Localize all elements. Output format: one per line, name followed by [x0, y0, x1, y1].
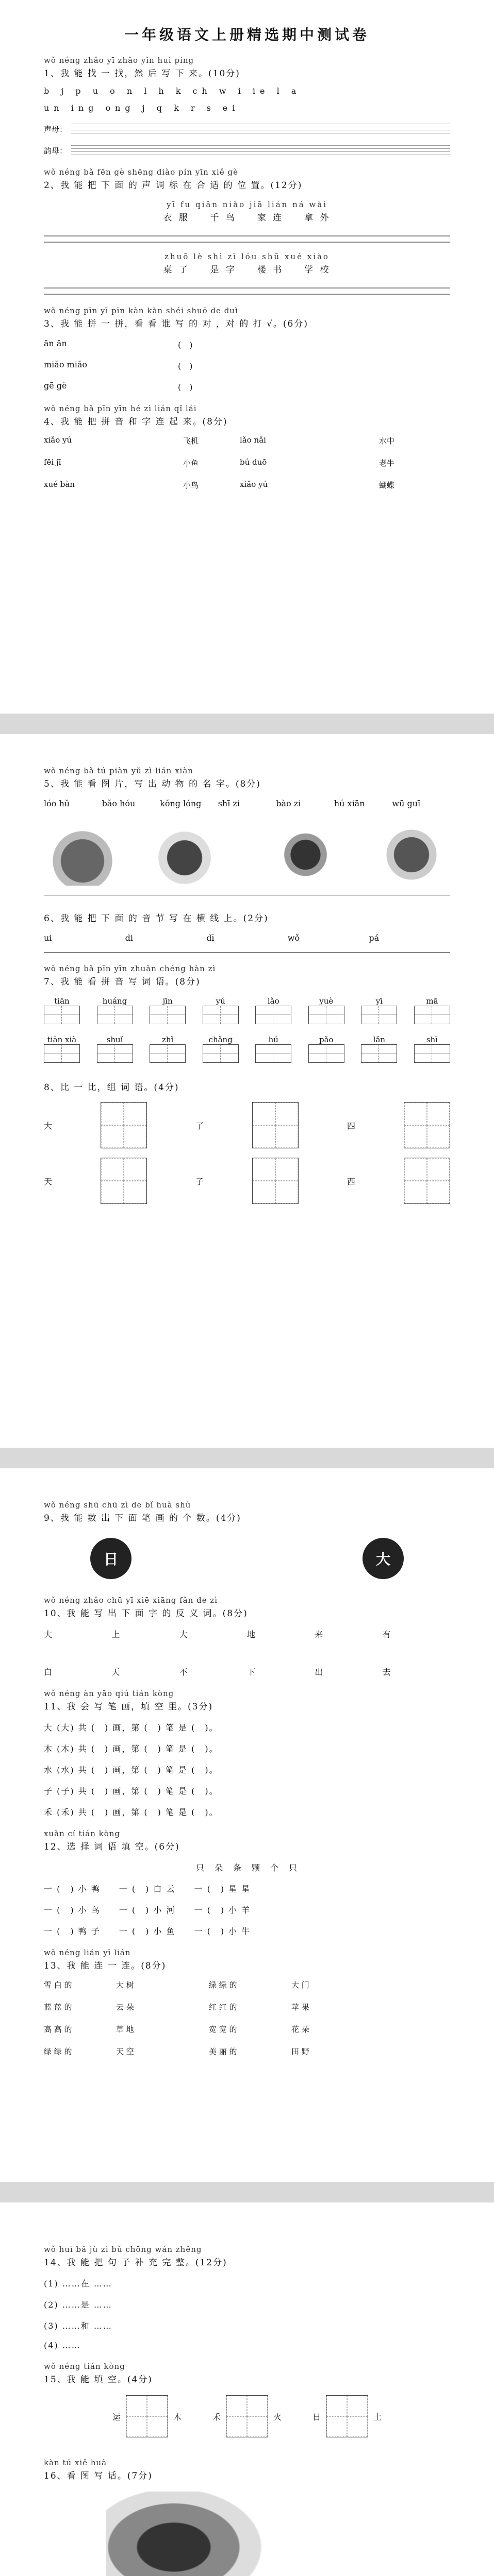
- q4-right-py[interactable]: lǎo nǎi: [240, 435, 266, 445]
- q3-item: [44, 360, 450, 371]
- q14-text: 14、我 能 把 句 子 补 充 完 整。(12分): [44, 2258, 227, 2268]
- picture-illustration: [106, 2492, 276, 2576]
- q2-row1-chars: 衣 服 千 鸟 家 连 拿 外: [163, 213, 331, 223]
- tian-grid[interactable]: [308, 1006, 344, 1024]
- q7-cell: [203, 996, 239, 1026]
- q10-char: 有: [382, 1630, 391, 1639]
- q15-char: 运: [112, 2412, 121, 2422]
- q7-pinyin-label: lǎo: [267, 996, 279, 1006]
- q8-char: 天: [44, 1176, 53, 1187]
- q13-item[interactable]: 苹 果: [291, 2003, 309, 2012]
- exam-page-3: [0, 1468, 494, 2182]
- q7-pinyin-label: yú: [216, 996, 225, 1006]
- tian-grid[interactable]: [203, 1044, 239, 1063]
- writing-grid[interactable]: [404, 1158, 450, 1204]
- exam-page-1: [0, 0, 494, 714]
- q7-pinyin-label: shuǐ: [106, 1035, 123, 1044]
- q13-item[interactable]: 蓝 蓝 的: [44, 2003, 72, 2012]
- q7-row1: [44, 996, 450, 1026]
- writing-lines[interactable]: [71, 143, 450, 156]
- q13-item[interactable]: 天 空: [116, 2047, 134, 2056]
- q5-word: bǎo hóu: [102, 799, 136, 808]
- q13-item[interactable]: 大 门: [291, 1980, 309, 1990]
- q3-item-box[interactable]: ( ): [178, 382, 193, 392]
- q2-row1-pinyin: yī fu qiān niǎo jiā lián ná wài: [166, 200, 328, 209]
- q7-cell: [150, 996, 186, 1026]
- q4-left[interactable]: fēi jī: [44, 457, 61, 467]
- q10-char: 不: [179, 1667, 188, 1677]
- q7-pinyin-label: pǎo: [319, 1035, 334, 1044]
- writing-lines[interactable]: [71, 121, 450, 134]
- q11-line[interactable]: 水 (水) 共 ( ) 画，第 ( ) 笔 是 ( )。: [44, 1765, 219, 1775]
- q8-row2: [44, 1158, 450, 1204]
- q3-item-box[interactable]: ( ): [178, 361, 193, 371]
- q10-char: 大: [179, 1630, 188, 1639]
- q3-item: [44, 338, 450, 350]
- q1-pinyin: wǒ néng zhǎo yī zhǎo yǐn huì píng: [44, 56, 194, 65]
- writing-grid[interactable]: [252, 1102, 299, 1148]
- writing-grid[interactable]: [326, 2395, 368, 2437]
- q3-pinyin: wǒ néng pīn yī pīn kàn kàn shéi shuō de duì: [44, 306, 238, 315]
- q15-pinyin: wǒ néng tián kòng: [44, 2362, 125, 2371]
- q11-line[interactable]: 大 (大) 共 ( ) 画，第 ( ) 笔 是 ( )。: [44, 1723, 219, 1733]
- q10-char: 来: [315, 1630, 323, 1639]
- tian-grid[interactable]: [255, 1006, 291, 1024]
- q7-pinyin-label: tiān xià: [47, 1035, 77, 1044]
- rock-picture: [44, 824, 121, 886]
- q5-pinyin: wǒ néng bǎ tú piàn yǔ zì lián xiàn: [44, 766, 193, 775]
- q7-cell: [255, 996, 291, 1026]
- tian-grid[interactable]: [44, 1006, 80, 1024]
- q12-pinyin: xuǎn cí tián kòng: [44, 1829, 121, 1838]
- writing-grid[interactable]: [226, 2395, 268, 2437]
- q2-text: 2、我 能 把 下 面 的 声 调 标 在 合 适 的 位 置。(12分): [44, 180, 303, 191]
- q5-pictures: [44, 824, 450, 886]
- q13-item[interactable]: 宽 宽 的: [209, 2025, 237, 2034]
- q11-line[interactable]: 禾 (禾) 共 ( ) 画，第 ( ) 笔 是 ( )。: [44, 1807, 219, 1817]
- tian-grid[interactable]: [308, 1044, 344, 1063]
- q7-cell: [150, 1035, 186, 1064]
- q13-item[interactable]: 雪 白 的: [44, 1980, 72, 1990]
- tian-grid[interactable]: [255, 1044, 291, 1063]
- writing-grid[interactable]: [101, 1158, 147, 1204]
- q10-char: 出: [315, 1667, 323, 1677]
- answer-line[interactable]: [44, 952, 450, 953]
- q4-mid[interactable]: 小鸟: [183, 481, 199, 490]
- q9-suns: [44, 1533, 450, 1584]
- q5-words: [44, 799, 450, 808]
- q14-line[interactable]: (3) ……和 ……: [44, 2321, 112, 2331]
- q3-item-pinyin: ān ān: [44, 338, 67, 348]
- q13-text: 13、我 能 连 一 连。(8分): [44, 1961, 167, 1971]
- q7-cell: [97, 996, 133, 1026]
- q4-mid[interactable]: 飞机: [183, 436, 199, 446]
- q9-pinyin: wǒ néng shū chū zì de bǐ huà shù: [44, 1500, 191, 1510]
- writing-grid[interactable]: [101, 1102, 147, 1148]
- writing-grid[interactable]: [126, 2395, 168, 2437]
- tiger-picture: [373, 824, 450, 886]
- q7-cell: [203, 1035, 239, 1064]
- q13-item[interactable]: 云 朵: [116, 2003, 134, 2012]
- q3-item: [44, 381, 450, 393]
- q13-item[interactable]: 花 朵: [291, 2025, 309, 2034]
- q12-line[interactable]: 一 ( ) 小 鸟 一 ( ) 小 河 一 ( ) 小 羊: [44, 1905, 251, 1915]
- sun-picture: 日: [90, 1538, 131, 1579]
- q13-pinyin: wǒ néng lián yī lián: [44, 1948, 131, 1957]
- q3-item-pinyin: miǎo miǎo: [44, 360, 88, 369]
- q15-puzzle: [112, 2395, 182, 2437]
- q12-line[interactable]: 一 ( ) 小 鸭 一 ( ) 白 云 一 ( ) 星 星: [44, 1884, 251, 1894]
- q15-puzzle: [312, 2395, 382, 2437]
- q13-item[interactable]: 高 高 的: [44, 2025, 72, 2034]
- q6-item: dī: [206, 933, 215, 943]
- q13-item[interactable]: 大 树: [116, 1980, 134, 1990]
- q7-pinyin-label: lǎn: [373, 1035, 386, 1044]
- tian-grid[interactable]: [414, 1006, 450, 1024]
- q10-pinyin: wǒ néng zhǎo chū yī xiē xiāng fǎn de zì: [44, 1596, 218, 1605]
- q4-right[interactable]: 蝴蝶: [379, 481, 395, 490]
- q7-cell: [44, 996, 80, 1026]
- q13-matching: [44, 1979, 450, 2057]
- tian-grid[interactable]: [203, 1006, 239, 1024]
- tian-grid[interactable]: [44, 1044, 80, 1063]
- q14-line[interactable]: (1) ……在 ……: [44, 2279, 112, 2289]
- q7-cell: [414, 1035, 450, 1064]
- q15-puzzle: [212, 2395, 282, 2437]
- tian-grid[interactable]: [150, 1044, 186, 1063]
- q10-char: 下: [246, 1667, 255, 1677]
- q8-char: 四: [347, 1121, 355, 1131]
- q10-chars: [44, 1628, 450, 1677]
- q4-right[interactable]: 水中: [379, 436, 395, 446]
- yunmu-label: 韵母：: [44, 146, 68, 156]
- q7-cell: [308, 1035, 344, 1064]
- dinosaur-picture: [263, 824, 340, 886]
- yunmu-line: [44, 143, 450, 156]
- q15-char: 禾: [212, 2412, 221, 2422]
- q8-text: 8、比 一 比，组 词 语。(4分): [44, 1082, 179, 1093]
- q11-text: 11、我 会 写 笔 画，填 空 里。(3分): [44, 1702, 213, 1712]
- q7-pinyin: wǒ néng bǎ pīn yīn zhuǎn chéng hàn zì: [44, 964, 216, 973]
- tian-grid[interactable]: [97, 1044, 133, 1063]
- q5-word: hú xiān: [334, 799, 365, 808]
- q8-char: 西: [347, 1176, 355, 1187]
- q4-text: 4、我 能 把 拼 音 和 字 连 起 来。(8分): [44, 417, 228, 427]
- q4-right[interactable]: 老牛: [379, 459, 395, 468]
- q6-item: di: [125, 933, 133, 943]
- q7-cell: [414, 996, 450, 1026]
- q7-pinyin-label: shī: [426, 1035, 438, 1044]
- q16-pinyin: kàn tú xiě huà: [44, 2458, 107, 2467]
- q5-word: kǒng lóng: [160, 799, 202, 808]
- q7-pinyin-label: mā: [426, 996, 438, 1006]
- q3-text: 3、我 能 拼 一 拼，看 看 谁 写 的 对 ，对 的 打 √。(6分): [44, 319, 308, 329]
- q7-pinyin-label: yuè: [319, 996, 334, 1006]
- q4-mid[interactable]: 小鱼: [183, 459, 199, 468]
- q4-matching: [44, 435, 450, 490]
- writing-grid[interactable]: [252, 1158, 299, 1204]
- divider: [44, 287, 450, 295]
- q10-char: 地: [246, 1630, 255, 1639]
- q1-text: 1、我 能 找 一 找，然 后 写 下 来。(10分): [44, 69, 240, 79]
- q7-pinyin-label: hú: [268, 1035, 278, 1044]
- shengmu-label: 声母：: [44, 125, 68, 134]
- q6-items: [44, 933, 450, 943]
- q4-right-py[interactable]: xiǎo yú: [240, 480, 268, 489]
- sun-picture: 大: [363, 1538, 404, 1579]
- q10-text: 10、我 能 写 出 下 面 字 的 反 义 词。(8分): [44, 1608, 248, 1619]
- writing-grid[interactable]: [404, 1102, 450, 1148]
- exam-title: 一年级语文上册精选期中测试卷: [124, 26, 370, 43]
- q9-text: 9、我 能 数 出 下 面 笔 画 的 个 数。(4分): [44, 1513, 241, 1523]
- exam-page-2: [0, 734, 494, 1448]
- q7-cell: [361, 1035, 397, 1064]
- q6-item: ui: [44, 933, 52, 943]
- q7-cell: [361, 996, 397, 1026]
- q8-row1: [44, 1102, 450, 1148]
- tian-grid[interactable]: [361, 1044, 397, 1063]
- q11-line[interactable]: 子 (子) 共 ( ) 画，第 ( ) 笔 是 ( )。: [44, 1786, 219, 1796]
- q15-char: 土: [373, 2412, 382, 2422]
- q2-row2-chars: 桌 了 是 字 楼 书 学 校: [163, 265, 331, 275]
- q8-char: 大: [44, 1121, 53, 1131]
- shengmu-line: [44, 121, 450, 134]
- q15-char: 木: [173, 2412, 182, 2422]
- q12-word-bank: 只 朵 条 颗 个 只: [195, 1863, 298, 1873]
- q7-text: 7、我 能 看 拼 音 写 词 语。(8分): [44, 977, 201, 987]
- q15-puzzles: [44, 2395, 450, 2437]
- q15-text: 15、我 能 填 空。(4分): [44, 2375, 153, 2385]
- q14-line[interactable]: (4) ……: [44, 2341, 81, 2350]
- exam-page-4: [0, 2202, 494, 2576]
- q7-pinyin-label: zhǐ: [161, 1035, 174, 1044]
- q5-word: shī zi: [218, 799, 240, 808]
- q7-cell: [44, 1035, 80, 1064]
- q1-letters-2: un ing ong j q k r s ei: [44, 103, 240, 113]
- q1-letters: b j p u o n l h k ch w i ie l a: [44, 86, 301, 96]
- q7-pinyin-label: huáng: [102, 996, 127, 1006]
- q7-pinyin-label: tiān: [54, 996, 70, 1006]
- q6-item: pá: [369, 933, 380, 943]
- q7-cell: [97, 1035, 133, 1064]
- q14-pinyin: wǒ huì bǎ jù zi bǔ chōng wán zhěng: [44, 2245, 202, 2254]
- q15-char: 火: [273, 2412, 282, 2422]
- q13-item[interactable]: 草 地: [116, 2025, 134, 2034]
- q4-left[interactable]: xué bàn: [44, 480, 75, 489]
- q13-item[interactable]: 绿 绿 的: [44, 2047, 72, 2056]
- q16-text: 16、看 图 写 话。(7分): [44, 2471, 153, 2481]
- q5-word: bào zi: [276, 799, 301, 808]
- q8-char: 子: [195, 1176, 204, 1187]
- q10-char: 大: [44, 1630, 53, 1639]
- q7-pinyin-label: yī: [375, 996, 383, 1006]
- q15-char: 日: [312, 2412, 321, 2422]
- q11-line[interactable]: 木 (木) 共 ( ) 画，第 ( ) 笔 是 ( )。: [44, 1744, 219, 1754]
- q6-item: wǒ: [287, 933, 300, 943]
- q4-left[interactable]: xiǎo yú: [44, 435, 72, 445]
- divider: [44, 235, 450, 243]
- tian-grid[interactable]: [414, 1044, 450, 1063]
- q5-text: 5、我 能 看 图 片，写 出 动 物 的 名 字。(8分): [44, 779, 261, 789]
- q5-word: wū guī: [392, 799, 421, 808]
- q12-text: 12、选 择 词 语 填 空。(6分): [44, 1842, 180, 1852]
- q10-char: 去: [382, 1667, 391, 1677]
- q7-row2: [44, 1035, 450, 1064]
- q6-text: 6、我 能 把 下 面 的 音 节 写 在 横 线 上。(2分): [44, 913, 269, 924]
- q13-item[interactable]: 美 丽 的: [209, 2047, 237, 2056]
- q10-char: 白: [44, 1667, 53, 1677]
- q13-item[interactable]: 绿 绿 的: [209, 1980, 237, 1990]
- q3-item-box[interactable]: ( ): [178, 340, 193, 350]
- q10-char: 天: [111, 1667, 120, 1677]
- q12-line[interactable]: 一 ( ) 鸭 子 一 ( ) 小 鱼 一 ( ) 小 牛: [44, 1926, 251, 1936]
- q10-char: 上: [111, 1630, 120, 1639]
- q5-word: lóo hǔ: [44, 799, 70, 808]
- q2-row2-pinyin: zhuō lè shì zì lóu shū xué xiào: [164, 252, 330, 261]
- q8-char: 了: [195, 1121, 204, 1131]
- tian-grid[interactable]: [361, 1006, 397, 1024]
- animal-picture: [154, 824, 231, 886]
- q7-pinyin-label: chǎng: [208, 1035, 233, 1044]
- q13-item[interactable]: 红 红 的: [209, 2003, 237, 2012]
- q7-pinyin-label: jīn: [162, 996, 173, 1006]
- q4-pinyin: wǒ néng bǎ pīn yīn hé zì lián qǐ lái: [44, 404, 197, 413]
- q13-item[interactable]: 田 野: [291, 2047, 309, 2056]
- tian-grid[interactable]: [97, 1006, 133, 1024]
- q7-cell: [255, 1035, 291, 1064]
- tian-grid[interactable]: [150, 1006, 186, 1024]
- q2-pinyin: wǒ néng bǎ fēn gè shēng diào pín yīn xiě gè: [44, 167, 238, 177]
- q14-line[interactable]: (2) ……是 ……: [44, 2300, 112, 2310]
- q4-right-py[interactable]: bú duō: [240, 457, 267, 467]
- q11-pinyin: wǒ néng àn yāo qiú tián kòng: [44, 1689, 174, 1698]
- q7-cell: [308, 996, 344, 1026]
- q3-item-pinyin: gē gè: [44, 381, 67, 391]
